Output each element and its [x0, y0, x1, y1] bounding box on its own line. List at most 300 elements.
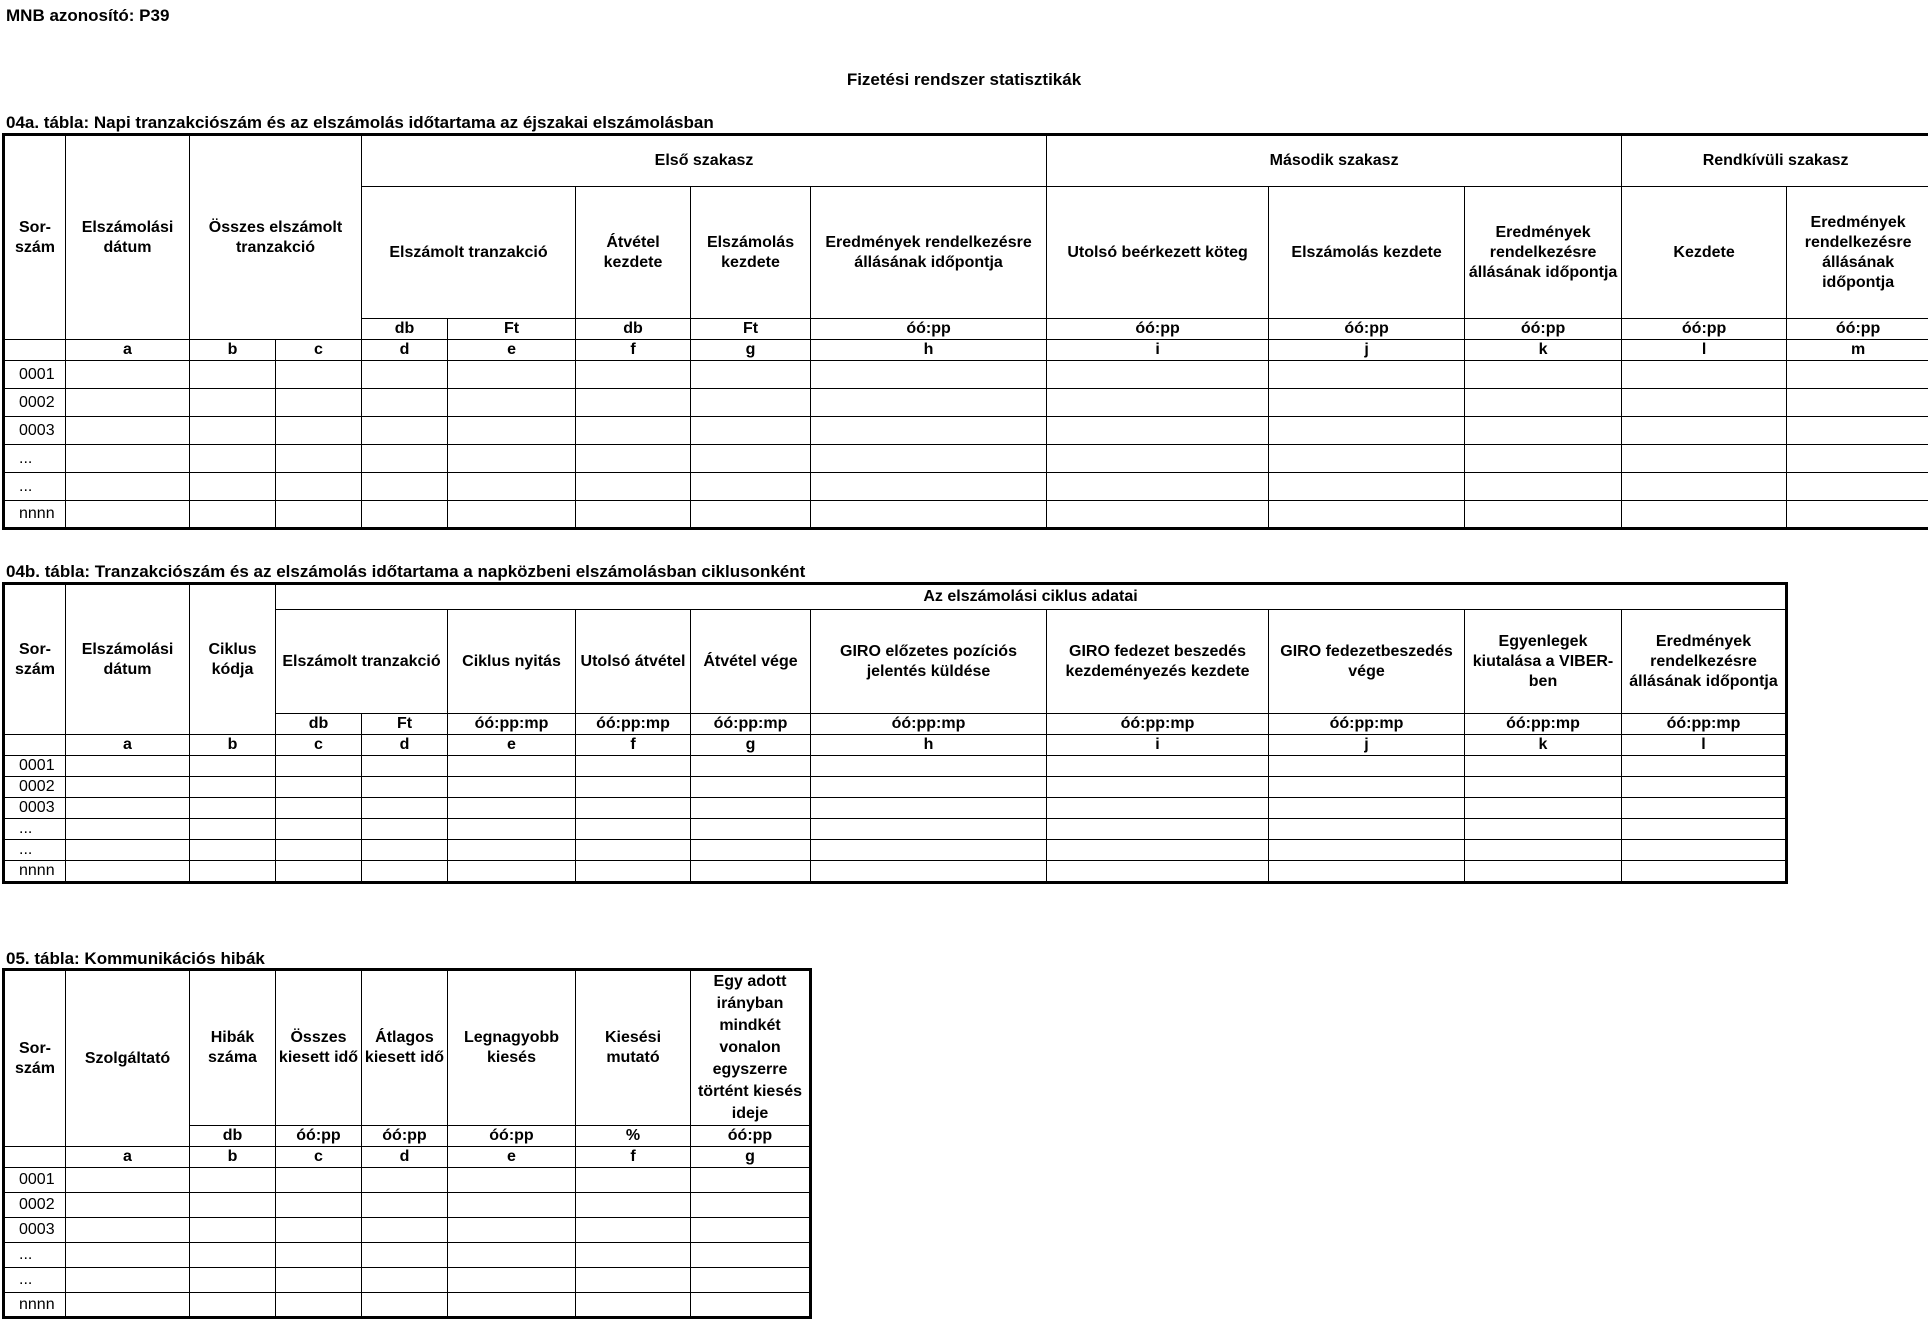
row-number: 0002: [4, 389, 66, 417]
data-cell[interactable]: [276, 861, 362, 883]
data-cell[interactable]: [448, 861, 576, 883]
table-row: [4, 445, 1928, 473]
col-header-eredmenyek: Eredmények rendelkezésre állásának időpontja: [1787, 187, 1928, 319]
row-number: 0001: [4, 1168, 66, 1193]
data-cell[interactable]: [691, 445, 811, 473]
letter-cell: e: [448, 340, 576, 361]
data-cell[interactable]: [362, 361, 448, 389]
data-cell[interactable]: [691, 1218, 811, 1243]
data-cell[interactable]: [1269, 798, 1465, 819]
table-row: [4, 798, 1787, 819]
data-cell[interactable]: [691, 840, 811, 861]
group-header-elso: Első szakasz: [362, 135, 1047, 187]
data-cell[interactable]: [1047, 777, 1269, 798]
data-cell[interactable]: [1269, 861, 1465, 883]
data-cell[interactable]: [66, 1293, 190, 1318]
data-cell[interactable]: [66, 473, 190, 501]
data-cell[interactable]: [576, 417, 691, 445]
letter-cell: d: [362, 735, 448, 756]
data-cell[interactable]: [66, 1168, 190, 1193]
letter-cell: d: [362, 340, 448, 361]
data-cell[interactable]: [448, 389, 576, 417]
data-cell[interactable]: [276, 417, 362, 445]
col-header-eredmenyek: Eredmények rendelkezésre állásának időpontja: [1622, 610, 1787, 714]
data-cell[interactable]: [1269, 840, 1465, 861]
row-number: 0003: [4, 798, 66, 819]
data-cell[interactable]: [448, 840, 576, 861]
row-number: ...: [4, 819, 66, 840]
unit-cell: óó:pp: [811, 319, 1047, 340]
data-cell[interactable]: [576, 819, 691, 840]
data-cell[interactable]: [448, 777, 576, 798]
table-row: [4, 473, 1928, 501]
data-cell[interactable]: [66, 861, 190, 883]
letter-cell: j: [1269, 735, 1465, 756]
unit-cell: óó:pp: [362, 1126, 448, 1147]
data-cell[interactable]: [448, 756, 576, 777]
data-cell[interactable]: [1622, 445, 1787, 473]
data-cell[interactable]: [276, 1193, 362, 1218]
data-cell[interactable]: [190, 1293, 276, 1318]
table-row: [4, 361, 1928, 389]
data-cell[interactable]: [276, 756, 362, 777]
col-header-eredmenyek: Eredmények rendelkezésre állásának időpontja: [811, 187, 1047, 319]
col-header-elszamolt: Elszámolt tranzakció: [276, 610, 448, 714]
table-row: [4, 1268, 811, 1293]
letter-cell: g: [691, 735, 811, 756]
data-cell[interactable]: [448, 445, 576, 473]
table-05: [2, 968, 812, 1319]
data-cell[interactable]: [66, 445, 190, 473]
data-cell[interactable]: [1269, 389, 1465, 417]
data-cell[interactable]: [190, 1243, 276, 1268]
data-cell[interactable]: [1269, 501, 1465, 529]
data-cell[interactable]: [691, 1193, 811, 1218]
col-header-elszamolt: Elszámolt tranzakció: [362, 187, 576, 319]
data-cell[interactable]: [1047, 389, 1269, 417]
col-header-kiesesi: Kiesési mutató: [576, 970, 691, 1126]
data-cell[interactable]: [276, 1268, 362, 1293]
col-header-sorszam: Sor-szám: [4, 584, 66, 735]
data-cell[interactable]: [811, 389, 1047, 417]
unit-cell: Ft: [448, 319, 576, 340]
data-cell[interactable]: [1622, 777, 1787, 798]
data-cell[interactable]: [691, 798, 811, 819]
data-cell[interactable]: [576, 798, 691, 819]
data-cell[interactable]: [1269, 473, 1465, 501]
data-cell[interactable]: [1622, 417, 1787, 445]
group-header-masodik: Második szakasz: [1047, 135, 1622, 187]
data-cell[interactable]: [811, 501, 1047, 529]
data-cell[interactable]: [190, 1268, 276, 1293]
data-cell[interactable]: [448, 798, 576, 819]
data-cell[interactable]: [691, 501, 811, 529]
data-cell[interactable]: [1269, 445, 1465, 473]
data-cell[interactable]: [1787, 473, 1928, 501]
data-cell[interactable]: [362, 1218, 448, 1243]
data-cell[interactable]: [1269, 417, 1465, 445]
data-cell[interactable]: [448, 473, 576, 501]
data-cell[interactable]: [66, 798, 190, 819]
data-cell[interactable]: [811, 417, 1047, 445]
data-cell[interactable]: [448, 1218, 576, 1243]
data-cell[interactable]: [691, 1268, 811, 1293]
unit-cell: óó:pp:mp: [1047, 714, 1269, 735]
letter-cell: h: [811, 735, 1047, 756]
col-header-elsz-kezdete: Elszámolás kezdete: [1269, 187, 1465, 319]
row-number: 0003: [4, 417, 66, 445]
data-cell[interactable]: [1465, 473, 1622, 501]
letter-cell: g: [691, 340, 811, 361]
data-cell[interactable]: [691, 389, 811, 417]
unit-cell: óó:pp: [448, 1126, 576, 1147]
row-number: 0002: [4, 777, 66, 798]
letter-cell: f: [576, 1147, 691, 1168]
data-cell[interactable]: [1465, 798, 1622, 819]
data-cell[interactable]: [691, 777, 811, 798]
data-cell[interactable]: [1465, 389, 1622, 417]
data-cell[interactable]: [448, 1168, 576, 1193]
data-cell[interactable]: [190, 861, 276, 883]
data-cell[interactable]: [362, 861, 448, 883]
data-cell[interactable]: [66, 1193, 190, 1218]
unit-cell: óó:pp: [1465, 319, 1622, 340]
group-header-ciklus-adatai: Az elszámolási ciklus adatai: [276, 584, 1787, 610]
data-cell[interactable]: [691, 1243, 811, 1268]
data-cell[interactable]: [276, 1243, 362, 1268]
data-cell[interactable]: [811, 798, 1047, 819]
col-header-legnagyobb: Legnagyobb kiesés: [448, 970, 576, 1126]
col-header-atvetel-vege: Átvétel vége: [691, 610, 811, 714]
data-cell[interactable]: [190, 1193, 276, 1218]
data-cell[interactable]: [576, 445, 691, 473]
data-cell[interactable]: [276, 389, 362, 417]
data-cell[interactable]: [190, 361, 276, 389]
data-cell[interactable]: [576, 501, 691, 529]
col-header-atlagos: Átlagos kiesett idő: [362, 970, 448, 1126]
data-cell[interactable]: [576, 1243, 691, 1268]
data-cell[interactable]: [691, 861, 811, 883]
data-cell[interactable]: [448, 361, 576, 389]
data-cell[interactable]: [576, 1293, 691, 1318]
data-cell[interactable]: [190, 756, 276, 777]
data-cell[interactable]: [1787, 417, 1928, 445]
data-cell[interactable]: [576, 1193, 691, 1218]
data-cell[interactable]: [1047, 473, 1269, 501]
data-cell[interactable]: [448, 1268, 576, 1293]
data-cell[interactable]: [362, 819, 448, 840]
data-cell[interactable]: [190, 1168, 276, 1193]
data-cell[interactable]: [1047, 861, 1269, 883]
unit-cell: %: [576, 1126, 691, 1147]
table-04a: [2, 133, 1928, 530]
data-cell[interactable]: [66, 501, 190, 529]
data-cell[interactable]: [362, 756, 448, 777]
data-cell[interactable]: [1787, 501, 1928, 529]
col-header-kezdete: Kezdete: [1622, 187, 1787, 319]
data-cell[interactable]: [362, 840, 448, 861]
unit-cell: óó:pp: [1269, 319, 1465, 340]
table-row: [4, 840, 1787, 861]
data-cell[interactable]: [362, 417, 448, 445]
table-row: [4, 389, 1928, 417]
row-number: nnnn: [4, 1293, 66, 1318]
data-cell[interactable]: [362, 501, 448, 529]
data-cell[interactable]: [1787, 389, 1928, 417]
letter-cell: c: [276, 340, 362, 361]
col-header-hibak: Hibák száma: [190, 970, 276, 1126]
data-cell[interactable]: [1269, 361, 1465, 389]
table-04a-caption: 04a. tábla: Napi tranzakciószám és az elszámolás időtartama az éjszakai elszámolásban: [6, 113, 714, 133]
unit-cell: db: [576, 319, 691, 340]
data-cell[interactable]: [811, 840, 1047, 861]
data-cell[interactable]: [448, 1193, 576, 1218]
table-05-caption: 05. tábla: Kommunikációs hibák: [6, 949, 265, 969]
data-cell[interactable]: [362, 1243, 448, 1268]
data-cell[interactable]: [811, 777, 1047, 798]
unit-cell: db: [362, 319, 448, 340]
row-number: 0001: [4, 361, 66, 389]
col-header-egyenlegek: Egyenlegek kiutalása a VIBER-ben: [1465, 610, 1622, 714]
data-cell[interactable]: [691, 1293, 811, 1318]
table-row: [4, 417, 1928, 445]
data-cell[interactable]: [1622, 756, 1787, 777]
data-cell[interactable]: [448, 1293, 576, 1318]
data-cell[interactable]: [576, 1168, 691, 1193]
data-cell[interactable]: [362, 445, 448, 473]
data-cell[interactable]: [576, 1268, 691, 1293]
col-header-giro-fedezet-kezd: GIRO fedezet beszedés kezdeményezés kezdete: [1047, 610, 1269, 714]
data-cell[interactable]: [276, 798, 362, 819]
data-cell[interactable]: [811, 819, 1047, 840]
data-cell[interactable]: [66, 417, 190, 445]
unit-cell: óó:pp:mp: [1465, 714, 1622, 735]
data-cell[interactable]: [1622, 819, 1787, 840]
data-cell[interactable]: [190, 445, 276, 473]
data-cell[interactable]: [362, 1293, 448, 1318]
letter-cell: l: [1622, 735, 1787, 756]
col-header-datum: Elszámolási dátum: [66, 584, 190, 735]
letter-cell: e: [448, 1147, 576, 1168]
data-cell[interactable]: [691, 361, 811, 389]
data-cell[interactable]: [190, 819, 276, 840]
data-cell[interactable]: [1787, 445, 1928, 473]
data-cell[interactable]: [811, 473, 1047, 501]
data-cell[interactable]: [276, 501, 362, 529]
data-cell[interactable]: [190, 798, 276, 819]
data-cell[interactable]: [1047, 501, 1269, 529]
data-cell[interactable]: [1047, 798, 1269, 819]
data-cell[interactable]: [190, 389, 276, 417]
data-cell[interactable]: [1465, 819, 1622, 840]
data-cell[interactable]: [276, 445, 362, 473]
data-cell[interactable]: [362, 1193, 448, 1218]
col-header-utolso: Utolsó beérkezett köteg: [1047, 187, 1269, 319]
data-cell[interactable]: [1622, 473, 1787, 501]
data-cell[interactable]: [66, 361, 190, 389]
data-cell[interactable]: [1047, 756, 1269, 777]
letter-cell: l: [1622, 340, 1787, 361]
col-header-elsz-kezdete: Elszámolás kezdete: [691, 187, 811, 319]
data-cell[interactable]: [276, 361, 362, 389]
data-cell[interactable]: [276, 1293, 362, 1318]
unit-cell: óó:pp:mp: [691, 714, 811, 735]
data-cell[interactable]: [576, 1218, 691, 1243]
data-cell[interactable]: [190, 840, 276, 861]
row-number: nnnn: [4, 501, 66, 529]
data-cell[interactable]: [66, 840, 190, 861]
unit-cell: Ft: [691, 319, 811, 340]
row-number: ...: [4, 840, 66, 861]
data-cell[interactable]: [1622, 798, 1787, 819]
data-cell[interactable]: [1465, 445, 1622, 473]
data-cell[interactable]: [576, 389, 691, 417]
col-header-utolso: Utolsó átvétel: [576, 610, 691, 714]
data-cell[interactable]: [276, 819, 362, 840]
data-cell[interactable]: [1047, 361, 1269, 389]
data-cell[interactable]: [276, 777, 362, 798]
data-cell[interactable]: [190, 473, 276, 501]
row-number: nnnn: [4, 861, 66, 883]
data-cell[interactable]: [448, 1243, 576, 1268]
table-04b-caption: 04b. tábla: Tranzakciószám és az elszámolás időtartama a napközbeni elszámolásban ciklusonként: [6, 562, 805, 582]
data-cell[interactable]: [276, 473, 362, 501]
data-cell[interactable]: [811, 445, 1047, 473]
data-cell[interactable]: [190, 777, 276, 798]
table-04b: [2, 582, 1788, 884]
data-cell[interactable]: [1622, 861, 1787, 883]
data-cell[interactable]: [276, 1218, 362, 1243]
data-cell[interactable]: [66, 389, 190, 417]
data-cell[interactable]: [1047, 417, 1269, 445]
col-header-ciklus-kod: Ciklus kódja: [190, 584, 276, 735]
data-cell[interactable]: [448, 417, 576, 445]
letter-cell: e: [448, 735, 576, 756]
letter-cell: i: [1047, 340, 1269, 361]
data-cell[interactable]: [1622, 361, 1787, 389]
data-cell[interactable]: [1047, 445, 1269, 473]
table-row: [4, 777, 1787, 798]
col-header-eredmenyek: Eredmények rendelkezésre állásának időpontja: [1465, 187, 1622, 319]
table-row: [4, 819, 1787, 840]
row-number: ...: [4, 1243, 66, 1268]
data-cell[interactable]: [1465, 777, 1622, 798]
data-cell[interactable]: [1465, 501, 1622, 529]
data-cell[interactable]: [1622, 389, 1787, 417]
data-cell[interactable]: [811, 756, 1047, 777]
unit-cell: óó:pp:mp: [448, 714, 576, 735]
row-number: 0002: [4, 1193, 66, 1218]
data-cell[interactable]: [362, 473, 448, 501]
unit-cell: db: [190, 1126, 276, 1147]
table-row: [4, 1243, 811, 1268]
unit-cell: Ft: [362, 714, 448, 735]
data-cell[interactable]: [66, 1243, 190, 1268]
data-cell[interactable]: [1465, 861, 1622, 883]
table-row: [4, 1168, 811, 1193]
table-row: [4, 1193, 811, 1218]
row-number: ...: [4, 445, 66, 473]
data-cell[interactable]: [190, 417, 276, 445]
unit-cell: óó:pp:mp: [811, 714, 1047, 735]
data-cell[interactable]: [811, 361, 1047, 389]
data-cell[interactable]: [691, 819, 811, 840]
data-cell[interactable]: [66, 1268, 190, 1293]
data-cell[interactable]: [448, 819, 576, 840]
data-cell[interactable]: [576, 861, 691, 883]
data-cell[interactable]: [448, 501, 576, 529]
col-header-osszes: Összes kiesett idő: [276, 970, 362, 1126]
data-cell[interactable]: [1465, 417, 1622, 445]
letter-cell: a: [66, 1147, 190, 1168]
row-number: ...: [4, 473, 66, 501]
data-cell[interactable]: [362, 798, 448, 819]
data-cell[interactable]: [576, 361, 691, 389]
data-cell[interactable]: [190, 1218, 276, 1243]
data-cell[interactable]: [811, 861, 1047, 883]
letter-cell: f: [576, 735, 691, 756]
data-cell[interactable]: [66, 777, 190, 798]
data-cell[interactable]: [1622, 501, 1787, 529]
data-cell[interactable]: [362, 777, 448, 798]
data-cell[interactable]: [362, 1268, 448, 1293]
data-cell[interactable]: [576, 840, 691, 861]
data-cell[interactable]: [1269, 777, 1465, 798]
data-cell[interactable]: [1787, 361, 1928, 389]
unit-cell: óó:pp: [276, 1126, 362, 1147]
letter-cell: d: [362, 1147, 448, 1168]
letter-cell: h: [811, 340, 1047, 361]
table-row: [4, 756, 1787, 777]
data-cell[interactable]: [691, 756, 811, 777]
data-cell[interactable]: [190, 501, 276, 529]
row-number: 0003: [4, 1218, 66, 1243]
data-cell[interactable]: [1465, 361, 1622, 389]
unit-cell: óó:pp:mp: [1622, 714, 1787, 735]
data-cell[interactable]: [276, 840, 362, 861]
data-cell[interactable]: [66, 756, 190, 777]
data-cell[interactable]: [1465, 756, 1622, 777]
row-number: ...: [4, 1268, 66, 1293]
data-cell[interactable]: [276, 1168, 362, 1193]
letter-cell: b: [190, 340, 276, 361]
data-cell[interactable]: [1269, 756, 1465, 777]
col-header-szolgaltato: Szolgáltató: [66, 970, 190, 1147]
table-row: [4, 861, 1787, 883]
data-cell[interactable]: [1269, 819, 1465, 840]
data-cell[interactable]: [691, 473, 811, 501]
data-cell[interactable]: [1047, 819, 1269, 840]
data-cell[interactable]: [1622, 840, 1787, 861]
data-cell[interactable]: [1047, 840, 1269, 861]
data-cell[interactable]: [66, 819, 190, 840]
letter-cell: b: [190, 735, 276, 756]
data-cell[interactable]: [362, 389, 448, 417]
data-cell[interactable]: [576, 756, 691, 777]
data-cell[interactable]: [362, 1168, 448, 1193]
unit-cell: óó:pp: [691, 1126, 811, 1147]
letter-cell: k: [1465, 735, 1622, 756]
data-cell[interactable]: [691, 417, 811, 445]
data-cell[interactable]: [691, 1168, 811, 1193]
data-cell[interactable]: [1465, 840, 1622, 861]
row-number: 0001: [4, 756, 66, 777]
unit-cell: db: [276, 714, 362, 735]
data-cell[interactable]: [576, 473, 691, 501]
data-cell[interactable]: [66, 1218, 190, 1243]
letter-cell: i: [1047, 735, 1269, 756]
data-cell[interactable]: [576, 777, 691, 798]
